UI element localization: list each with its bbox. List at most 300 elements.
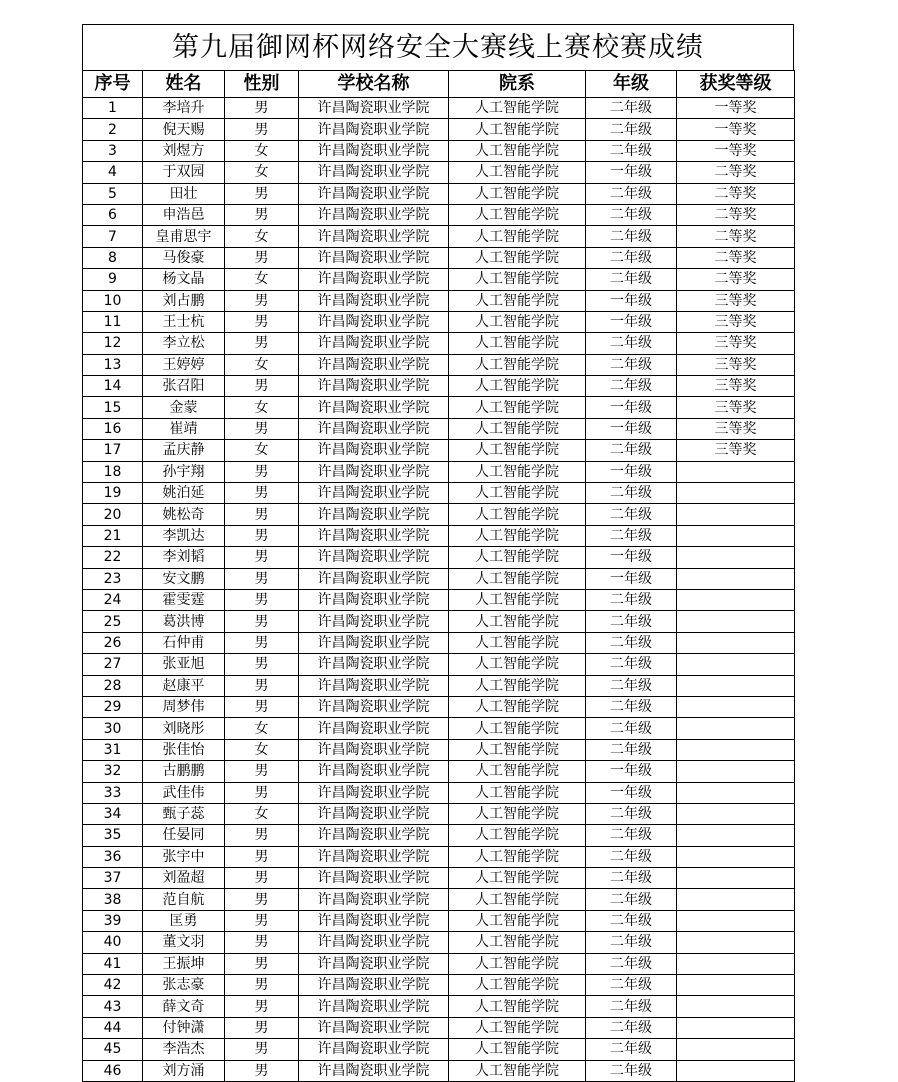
cell-index: 28 [83, 675, 143, 696]
cell-name: 赵康平 [143, 675, 225, 696]
cell-gender: 男 [225, 654, 299, 675]
cell-name: 姚泊延 [143, 483, 225, 504]
cell-award [677, 1060, 795, 1081]
cell-department: 人工智能学院 [449, 311, 586, 332]
cell-gender: 女 [225, 397, 299, 418]
cell-award [677, 1017, 795, 1038]
cell-name: 张召阳 [143, 376, 225, 397]
cell-index: 26 [83, 632, 143, 653]
cell-school: 许昌陶瓷职业学院 [299, 782, 449, 803]
cell-award: 二等奖 [677, 183, 795, 204]
cell-grade: 二年级 [586, 825, 677, 846]
table-row [83, 718, 795, 739]
cell-gender: 男 [225, 932, 299, 953]
cell-gender: 男 [225, 975, 299, 996]
table-row [83, 397, 795, 418]
cell-name: 董文羽 [143, 932, 225, 953]
table-row [83, 311, 795, 332]
cell-gender: 男 [225, 953, 299, 974]
cell-school: 许昌陶瓷职业学院 [299, 803, 449, 824]
cell-grade: 一年级 [586, 761, 677, 782]
cell-department: 人工智能学院 [449, 718, 586, 739]
cell-school: 许昌陶瓷职业学院 [299, 162, 449, 183]
cell-grade: 一年级 [586, 547, 677, 568]
cell-department: 人工智能学院 [449, 589, 586, 610]
cell-grade: 二年级 [586, 975, 677, 996]
cell-grade: 二年级 [586, 1017, 677, 1038]
cell-school: 许昌陶瓷职业学院 [299, 696, 449, 717]
cell-name: 安文鹏 [143, 568, 225, 589]
cell-award: 二等奖 [677, 269, 795, 290]
cell-index: 18 [83, 461, 143, 482]
cell-award [677, 589, 795, 610]
table-row [83, 547, 795, 568]
cell-school: 许昌陶瓷职业学院 [299, 761, 449, 782]
cell-school: 许昌陶瓷职业学院 [299, 975, 449, 996]
cell-gender: 男 [225, 868, 299, 889]
cell-grade: 二年级 [586, 119, 677, 140]
cell-index: 39 [83, 910, 143, 931]
cell-index: 12 [83, 333, 143, 354]
table-row [83, 889, 795, 910]
cell-gender: 男 [225, 204, 299, 225]
cell-award: 三等奖 [677, 376, 795, 397]
table-row [83, 504, 795, 525]
cell-grade: 一年级 [586, 311, 677, 332]
cell-grade: 二年级 [586, 376, 677, 397]
cell-grade: 一年级 [586, 461, 677, 482]
cell-index: 25 [83, 611, 143, 632]
cell-grade: 二年级 [586, 333, 677, 354]
cell-name: 付钟潇 [143, 1017, 225, 1038]
table-row [83, 654, 795, 675]
cell-index: 23 [83, 568, 143, 589]
table-body [83, 98, 795, 1082]
cell-gender: 男 [225, 119, 299, 140]
cell-department: 人工智能学院 [449, 162, 586, 183]
cell-gender: 男 [225, 376, 299, 397]
cell-name: 皇甫思宇 [143, 226, 225, 247]
table-row [83, 739, 795, 760]
cell-department: 人工智能学院 [449, 376, 586, 397]
cell-index: 9 [83, 269, 143, 290]
cell-index: 20 [83, 504, 143, 525]
cell-name: 王婷婷 [143, 354, 225, 375]
cell-grade: 二年级 [586, 632, 677, 653]
cell-index: 35 [83, 825, 143, 846]
table-row [83, 333, 795, 354]
cell-index: 8 [83, 247, 143, 268]
cell-name: 杨文晶 [143, 269, 225, 290]
header-index: 序号 [83, 71, 143, 98]
cell-school: 许昌陶瓷职业学院 [299, 440, 449, 461]
cell-school: 许昌陶瓷职业学院 [299, 825, 449, 846]
cell-name: 田壮 [143, 183, 225, 204]
cell-school: 许昌陶瓷职业学院 [299, 140, 449, 161]
cell-school: 许昌陶瓷职业学院 [299, 1017, 449, 1038]
cell-index: 13 [83, 354, 143, 375]
cell-department: 人工智能学院 [449, 290, 586, 311]
cell-school: 许昌陶瓷职业学院 [299, 418, 449, 439]
cell-grade: 二年级 [586, 183, 677, 204]
cell-award [677, 525, 795, 546]
cell-name: 王振坤 [143, 953, 225, 974]
cell-index: 14 [83, 376, 143, 397]
cell-index: 5 [83, 183, 143, 204]
cell-grade: 二年级 [586, 953, 677, 974]
cell-gender: 男 [225, 333, 299, 354]
cell-award [677, 889, 795, 910]
table-row [83, 418, 795, 439]
cell-gender: 男 [225, 311, 299, 332]
cell-grade: 一年级 [586, 290, 677, 311]
cell-grade: 一年级 [586, 397, 677, 418]
cell-grade: 二年级 [586, 910, 677, 931]
cell-gender: 女 [225, 718, 299, 739]
cell-award: 一等奖 [677, 98, 795, 119]
cell-school: 许昌陶瓷职业学院 [299, 183, 449, 204]
table-row [83, 1017, 795, 1038]
cell-department: 人工智能学院 [449, 269, 586, 290]
cell-award [677, 611, 795, 632]
table-row [83, 932, 795, 953]
cell-gender: 女 [225, 162, 299, 183]
cell-department: 人工智能学院 [449, 932, 586, 953]
table-row [83, 98, 795, 119]
cell-name: 张志豪 [143, 975, 225, 996]
table-row [83, 162, 795, 183]
cell-gender: 男 [225, 846, 299, 867]
cell-grade: 一年级 [586, 162, 677, 183]
table-row [83, 782, 795, 803]
cell-department: 人工智能学院 [449, 461, 586, 482]
table-row [83, 483, 795, 504]
cell-index: 45 [83, 1039, 143, 1060]
cell-award [677, 696, 795, 717]
cell-grade: 二年级 [586, 98, 677, 119]
cell-award: 二等奖 [677, 204, 795, 225]
cell-award [677, 461, 795, 482]
cell-name: 刘盈超 [143, 868, 225, 889]
cell-gender: 男 [225, 761, 299, 782]
cell-index: 34 [83, 803, 143, 824]
cell-gender: 男 [225, 1060, 299, 1081]
table-row [83, 354, 795, 375]
cell-department: 人工智能学院 [449, 418, 586, 439]
cell-grade: 二年级 [586, 483, 677, 504]
cell-index: 42 [83, 975, 143, 996]
cell-school: 许昌陶瓷职业学院 [299, 525, 449, 546]
cell-award [677, 675, 795, 696]
cell-index: 7 [83, 226, 143, 247]
cell-grade: 二年级 [586, 525, 677, 546]
cell-department: 人工智能学院 [449, 846, 586, 867]
cell-index: 4 [83, 162, 143, 183]
table-row [83, 761, 795, 782]
cell-award [677, 761, 795, 782]
cell-name: 孟庆静 [143, 440, 225, 461]
cell-department: 人工智能学院 [449, 140, 586, 161]
cell-school: 许昌陶瓷职业学院 [299, 675, 449, 696]
cell-index: 43 [83, 996, 143, 1017]
cell-gender: 男 [225, 568, 299, 589]
cell-gender: 男 [225, 825, 299, 846]
table-row [83, 1060, 795, 1081]
header-name: 姓名 [143, 71, 225, 98]
cell-school: 许昌陶瓷职业学院 [299, 718, 449, 739]
cell-school: 许昌陶瓷职业学院 [299, 568, 449, 589]
cell-name: 任晏同 [143, 825, 225, 846]
cell-school: 许昌陶瓷职业学院 [299, 119, 449, 140]
cell-index: 31 [83, 739, 143, 760]
cell-department: 人工智能学院 [449, 119, 586, 140]
table-row [83, 568, 795, 589]
cell-grade: 二年级 [586, 739, 677, 760]
cell-grade: 二年级 [586, 269, 677, 290]
cell-name: 孙宇翔 [143, 461, 225, 482]
cell-gender: 男 [225, 98, 299, 119]
cell-department: 人工智能学院 [449, 696, 586, 717]
table-row [83, 183, 795, 204]
cell-index: 33 [83, 782, 143, 803]
results-table [82, 70, 795, 1082]
cell-gender: 女 [225, 803, 299, 824]
cell-name: 范自航 [143, 889, 225, 910]
cell-department: 人工智能学院 [449, 953, 586, 974]
cell-department: 人工智能学院 [449, 247, 586, 268]
cell-school: 许昌陶瓷职业学院 [299, 632, 449, 653]
cell-school: 许昌陶瓷职业学院 [299, 269, 449, 290]
cell-award [677, 953, 795, 974]
cell-school: 许昌陶瓷职业学院 [299, 611, 449, 632]
cell-school: 许昌陶瓷职业学院 [299, 932, 449, 953]
table-row [83, 269, 795, 290]
cell-index: 16 [83, 418, 143, 439]
cell-department: 人工智能学院 [449, 98, 586, 119]
cell-award [677, 932, 795, 953]
cell-department: 人工智能学院 [449, 739, 586, 760]
header-grade: 年级 [586, 71, 677, 98]
cell-grade: 一年级 [586, 568, 677, 589]
cell-index: 15 [83, 397, 143, 418]
table-row [83, 696, 795, 717]
cell-award [677, 996, 795, 1017]
cell-gender: 男 [225, 782, 299, 803]
cell-grade: 二年级 [586, 440, 677, 461]
cell-grade: 二年级 [586, 611, 677, 632]
cell-name: 李浩杰 [143, 1039, 225, 1060]
cell-name: 薛文奇 [143, 996, 225, 1017]
table-row [83, 975, 795, 996]
cell-award [677, 1039, 795, 1060]
cell-grade: 二年级 [586, 675, 677, 696]
cell-name: 李立松 [143, 333, 225, 354]
cell-index: 44 [83, 1017, 143, 1038]
cell-school: 许昌陶瓷职业学院 [299, 589, 449, 610]
cell-gender: 女 [225, 140, 299, 161]
cell-grade: 二年级 [586, 889, 677, 910]
cell-index: 32 [83, 761, 143, 782]
cell-department: 人工智能学院 [449, 204, 586, 225]
header-department: 院系 [449, 71, 586, 98]
cell-school: 许昌陶瓷职业学院 [299, 98, 449, 119]
results-sheet [82, 24, 794, 1082]
cell-index: 24 [83, 589, 143, 610]
table-row [83, 846, 795, 867]
cell-department: 人工智能学院 [449, 996, 586, 1017]
table-row [83, 290, 795, 311]
cell-department: 人工智能学院 [449, 654, 586, 675]
cell-grade: 二年级 [586, 504, 677, 525]
cell-name: 匡勇 [143, 910, 225, 931]
cell-award: 二等奖 [677, 162, 795, 183]
cell-gender: 女 [225, 739, 299, 760]
cell-name: 李培升 [143, 98, 225, 119]
page-title: 第九届御网杯网络安全大赛线上赛校赛成绩 [82, 24, 794, 70]
cell-index: 1 [83, 98, 143, 119]
table-row [83, 140, 795, 161]
cell-award: 三等奖 [677, 290, 795, 311]
cell-grade: 二年级 [586, 204, 677, 225]
cell-gender: 男 [225, 910, 299, 931]
cell-grade: 二年级 [586, 932, 677, 953]
cell-school: 许昌陶瓷职业学院 [299, 311, 449, 332]
table-row [83, 226, 795, 247]
cell-gender: 男 [225, 525, 299, 546]
cell-grade: 二年级 [586, 696, 677, 717]
cell-award [677, 654, 795, 675]
header-award: 获奖等级 [677, 71, 795, 98]
cell-index: 6 [83, 204, 143, 225]
cell-gender: 女 [225, 269, 299, 290]
cell-school: 许昌陶瓷职业学院 [299, 654, 449, 675]
cell-school: 许昌陶瓷职业学院 [299, 868, 449, 889]
cell-name: 葛洪博 [143, 611, 225, 632]
table-row [83, 525, 795, 546]
cell-name: 张亚旭 [143, 654, 225, 675]
cell-award [677, 803, 795, 824]
header-row [83, 71, 795, 98]
cell-department: 人工智能学院 [449, 611, 586, 632]
header-school: 学校名称 [299, 71, 449, 98]
cell-school: 许昌陶瓷职业学院 [299, 889, 449, 910]
cell-award [677, 504, 795, 525]
cell-grade: 二年级 [586, 803, 677, 824]
table-row [83, 247, 795, 268]
cell-name: 武佳伟 [143, 782, 225, 803]
cell-award [677, 632, 795, 653]
cell-department: 人工智能学院 [449, 675, 586, 696]
table-row [83, 953, 795, 974]
cell-department: 人工智能学院 [449, 1060, 586, 1081]
cell-index: 41 [83, 953, 143, 974]
cell-grade: 二年级 [586, 226, 677, 247]
cell-department: 人工智能学院 [449, 354, 586, 375]
cell-name: 张宇中 [143, 846, 225, 867]
cell-index: 30 [83, 718, 143, 739]
cell-award: 一等奖 [677, 119, 795, 140]
cell-gender: 男 [225, 696, 299, 717]
cell-award [677, 975, 795, 996]
cell-index: 46 [83, 1060, 143, 1081]
cell-award [677, 868, 795, 889]
cell-school: 许昌陶瓷职业学院 [299, 504, 449, 525]
cell-index: 3 [83, 140, 143, 161]
table-row [83, 119, 795, 140]
cell-name: 甄子蕊 [143, 803, 225, 824]
cell-name: 霍雯霆 [143, 589, 225, 610]
cell-index: 21 [83, 525, 143, 546]
cell-gender: 男 [225, 611, 299, 632]
cell-department: 人工智能学院 [449, 440, 586, 461]
cell-name: 李刘韬 [143, 547, 225, 568]
cell-grade: 二年级 [586, 589, 677, 610]
cell-school: 许昌陶瓷职业学院 [299, 1039, 449, 1060]
cell-department: 人工智能学院 [449, 1017, 586, 1038]
cell-school: 许昌陶瓷职业学院 [299, 397, 449, 418]
cell-name: 刘晓彤 [143, 718, 225, 739]
cell-award [677, 483, 795, 504]
cell-gender: 男 [225, 247, 299, 268]
cell-school: 许昌陶瓷职业学院 [299, 996, 449, 1017]
cell-gender: 男 [225, 183, 299, 204]
cell-school: 许昌陶瓷职业学院 [299, 290, 449, 311]
cell-gender: 男 [225, 418, 299, 439]
cell-department: 人工智能学院 [449, 483, 586, 504]
cell-department: 人工智能学院 [449, 632, 586, 653]
cell-department: 人工智能学院 [449, 226, 586, 247]
table-row [83, 589, 795, 610]
cell-award [677, 718, 795, 739]
cell-school: 许昌陶瓷职业学院 [299, 226, 449, 247]
cell-name: 刘方涌 [143, 1060, 225, 1081]
cell-grade: 二年级 [586, 996, 677, 1017]
cell-grade: 一年级 [586, 418, 677, 439]
table-row [83, 461, 795, 482]
cell-grade: 二年级 [586, 1039, 677, 1060]
table-row [83, 611, 795, 632]
cell-gender: 男 [225, 1017, 299, 1038]
cell-index: 37 [83, 868, 143, 889]
cell-award: 一等奖 [677, 140, 795, 161]
cell-name: 周梦伟 [143, 696, 225, 717]
cell-gender: 男 [225, 547, 299, 568]
cell-grade: 二年级 [586, 718, 677, 739]
cell-index: 22 [83, 547, 143, 568]
cell-gender: 男 [225, 589, 299, 610]
cell-name: 崔靖 [143, 418, 225, 439]
cell-school: 许昌陶瓷职业学院 [299, 846, 449, 867]
cell-department: 人工智能学院 [449, 1039, 586, 1060]
cell-grade: 二年级 [586, 1060, 677, 1081]
cell-name: 李凯达 [143, 525, 225, 546]
cell-school: 许昌陶瓷职业学院 [299, 910, 449, 931]
cell-school: 许昌陶瓷职业学院 [299, 953, 449, 974]
cell-department: 人工智能学院 [449, 333, 586, 354]
table-row [83, 825, 795, 846]
cell-school: 许昌陶瓷职业学院 [299, 354, 449, 375]
table-row [83, 803, 795, 824]
cell-department: 人工智能学院 [449, 183, 586, 204]
cell-index: 10 [83, 290, 143, 311]
cell-award [677, 547, 795, 568]
table-row [83, 910, 795, 931]
cell-school: 许昌陶瓷职业学院 [299, 739, 449, 760]
cell-gender: 女 [225, 354, 299, 375]
cell-gender: 男 [225, 889, 299, 910]
cell-award [677, 825, 795, 846]
cell-grade: 二年级 [586, 654, 677, 675]
